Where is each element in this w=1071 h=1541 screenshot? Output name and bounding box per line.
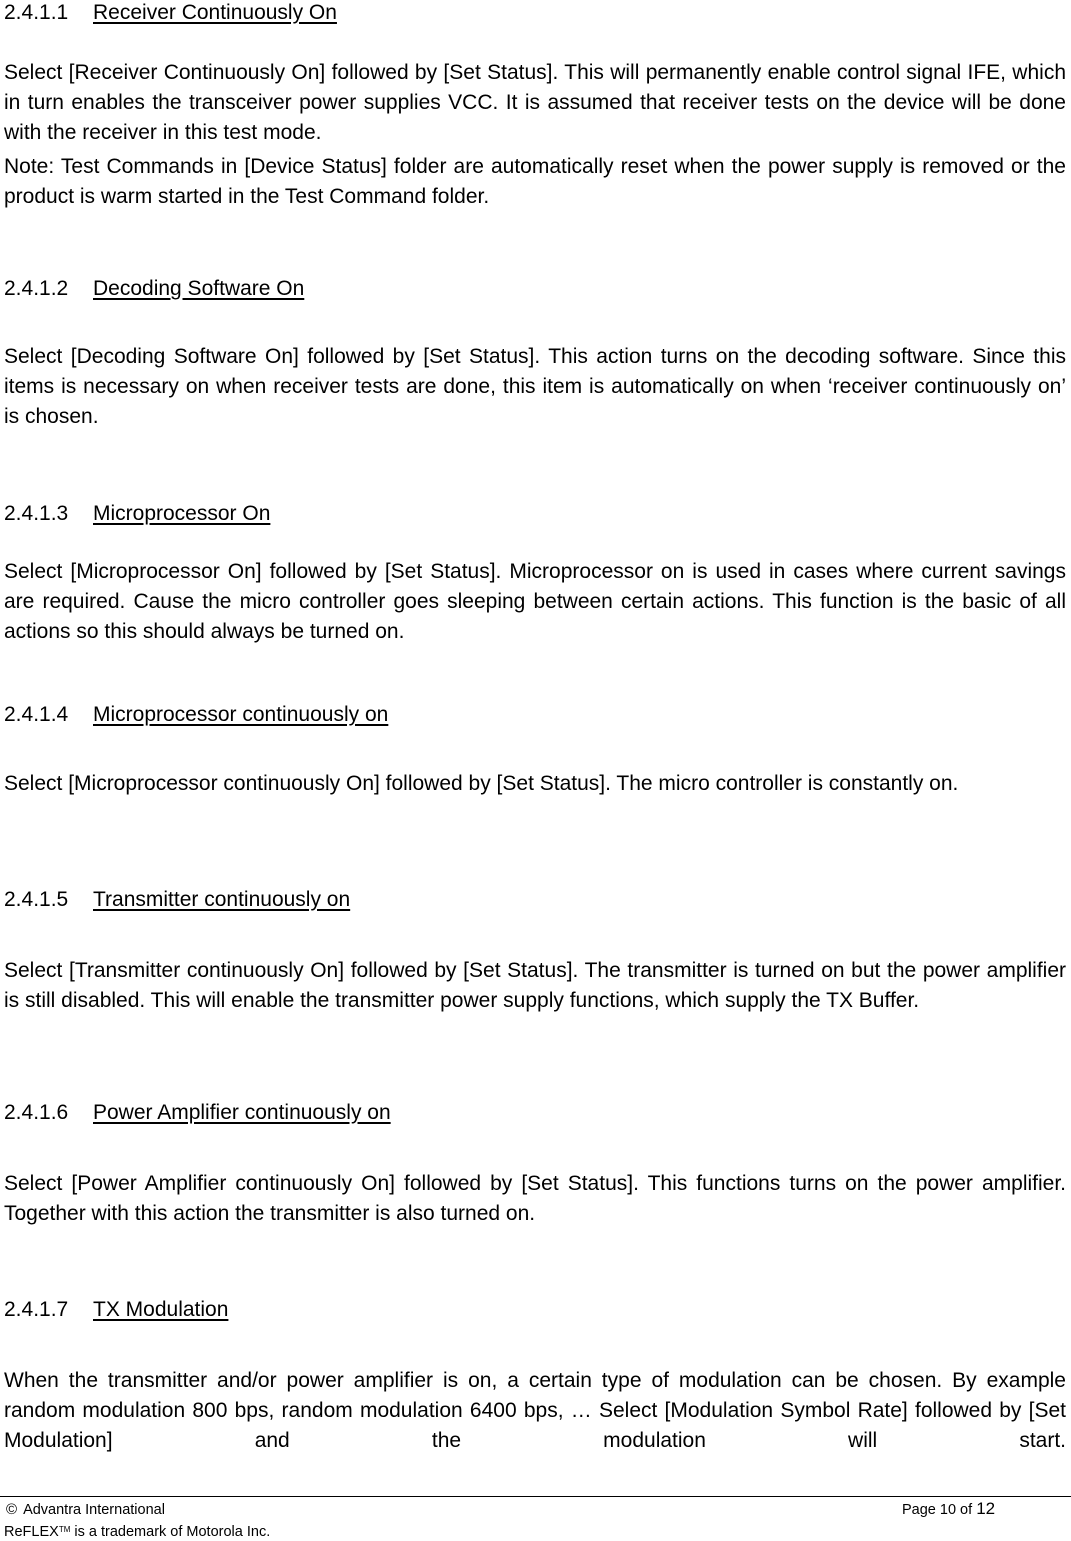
section-2-4-1-3 (4, 501, 1066, 527)
section-title: TX Modulation (93, 1298, 229, 1321)
section-heading (4, 276, 1066, 302)
section-title: Transmitter continuously on (93, 888, 351, 911)
paragraph: Select [Decoding Software On] followed by [Set Status]. This action turns on the decoding software. Since this items is necessary on when receiver tests are done, this item is automatically on when ‘receiver continuously on’ is chosen. (4, 345, 1066, 428)
section-title: Receiver Continuously On (93, 1, 337, 24)
trademark-mark: TM (58, 1525, 71, 1534)
section-title: Microprocessor continuously on (93, 703, 389, 726)
paragraph-note: Note: Test Commands in [Device Status] folder are automatically reset when the power supply is removed or the product is warm started in the Test Command folder. (4, 155, 1066, 208)
section-number: 2.4.1.4 (4, 703, 69, 726)
paragraph: Select [Transmitter continuously On] followed by [Set Status]. The transmitter is turned on but the power amplifier is still disabled. This will enable the transmitter power supply functions, which supply the TX Buffer. (4, 959, 1066, 1012)
section-2-4-1-7 (4, 1297, 1066, 1323)
section-number: 2.4.1.2 (4, 277, 69, 300)
section-heading (4, 501, 1066, 527)
footer-company (6, 1501, 165, 1519)
section-2-4-1-5 (4, 887, 1066, 913)
section-title: Power Amplifier continuously on (93, 1101, 391, 1124)
paragraph: When the transmitter and/or power amplifier is on, a certain type of modulation can be chosen. By example random modulation 800 bps, random modulation 6400 bps, … Select [Modulation Symbol Rate] followed by [Set Modulation] and the modulation will start. (4, 1369, 1066, 1452)
section-heading (4, 887, 1066, 913)
section-number: 2.4.1.1 (4, 1, 69, 24)
section-number: 2.4.1.3 (4, 502, 69, 525)
section-heading (4, 1100, 1066, 1126)
section-number: 2.4.1.6 (4, 1101, 69, 1124)
copyright-icon: © (6, 1501, 18, 1518)
trademark-name: ReFLEX (4, 1524, 59, 1540)
company-name: Advantra International (23, 1502, 165, 1518)
trademark-text: is a trademark of Motorola Inc. (70, 1524, 271, 1540)
section-2-4-1-6 (4, 1100, 1066, 1126)
section-title: Decoding Software On (93, 277, 305, 300)
page-label: Page 10 of (902, 1502, 973, 1518)
section-2-4-1-4 (4, 702, 1066, 728)
section-2-4-1-1 (4, 0, 1066, 26)
paragraph: Select [Receiver Continuously On] followed by [Set Status]. This will permanently enable control signal IFE, which in turn enables the transceiver power supplies VCC. It is assumed that receiver tests on the device will be done with the receiver in this test mode. (4, 61, 1066, 144)
section-number: 2.4.1.5 (4, 888, 69, 911)
section-number: 2.4.1.7 (4, 1298, 69, 1321)
section-heading (4, 1297, 1066, 1323)
section-heading (4, 702, 1066, 728)
section-2-4-1-2 (4, 276, 1066, 302)
paragraph: Select [Microprocessor On] followed by [Set Status]. Microprocessor on is used in cases where current savings are required. Cause the micro controller goes sleeping between certain actions. This function is the basic of all actions so this should always be turned on. (4, 560, 1066, 643)
footer-divider (0, 1496, 1071, 1497)
section-heading (4, 0, 1066, 26)
page-total: 12 (976, 1499, 996, 1518)
trademark-notice (4, 1521, 270, 1541)
page-number (902, 1500, 995, 1519)
paragraph: Select [Microprocessor continuously On] followed by [Set Status]. The micro controller is constantly on. (4, 772, 959, 795)
paragraph: Select [Power Amplifier continuously On] followed by [Set Status]. This functions turns on the power amplifier. Together with this action the transmitter is also turned on. (4, 1172, 1066, 1225)
section-title: Microprocessor On (93, 502, 271, 525)
